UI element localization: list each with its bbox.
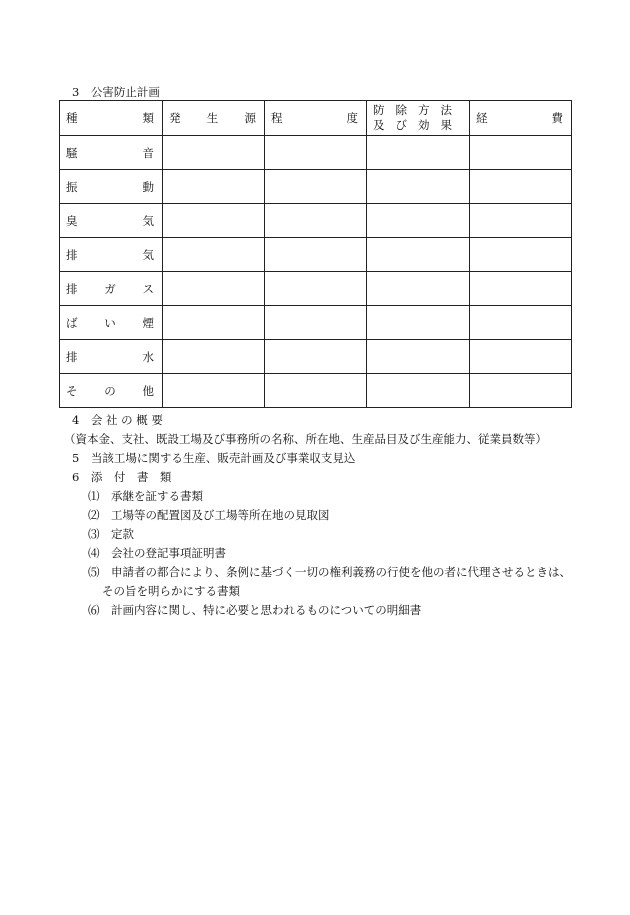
row-label-wastewater: 排 水: [60, 340, 163, 374]
row-label-vibration: 振 動: [60, 170, 163, 204]
attachment-item-1: ⑴ 承継を証する書類: [88, 489, 203, 503]
table-cell: [163, 340, 265, 374]
attachment-item-6: ⑹ 計画内容に関し、特に必要と思われるものについての明細書: [88, 603, 422, 617]
table-cell: [367, 238, 470, 272]
table-cell: [265, 306, 367, 340]
attachment-item-4: ⑷ 会社の登記事項証明書: [88, 546, 226, 560]
table-cell: [265, 170, 367, 204]
section-6-title: 6 添 付 書 類: [72, 470, 172, 484]
table-cell: [367, 340, 470, 374]
table-cell: [367, 374, 470, 408]
table-cell: [470, 374, 572, 408]
table-row: [60, 374, 572, 408]
table-cell: [367, 272, 470, 306]
row-label-exhaust-gas: 排 ガ ス: [60, 272, 163, 306]
row-label-odor: 臭 気: [60, 204, 163, 238]
table-cell: [470, 136, 572, 170]
table-cell: [470, 204, 572, 238]
section-4-title: 4 会 社 の 概 要: [72, 413, 163, 427]
attachment-item-2: ⑵ 工場等の配置図及び工場等所在地の見取図: [88, 508, 330, 522]
table-row: [60, 204, 572, 238]
table-cell: [470, 272, 572, 306]
sections-list: [64, 411, 592, 620]
table-cell: [265, 136, 367, 170]
row-label-exhaust-air: 排 気: [60, 238, 163, 272]
table-cell: [163, 204, 265, 238]
table-cell: [367, 204, 470, 238]
table-cell: [470, 238, 572, 272]
table-row: [60, 306, 572, 340]
table-row: [60, 170, 572, 204]
header-cost: 経 費: [470, 101, 572, 136]
row-label-soot: ば い 煙: [60, 306, 163, 340]
table-cell: [367, 306, 470, 340]
table-cell: [470, 170, 572, 204]
table-cell: [163, 170, 265, 204]
row-label-noise: 騒 音: [60, 136, 163, 170]
table-cell: [470, 340, 572, 374]
table-row: [60, 272, 572, 306]
table-cell: [163, 238, 265, 272]
attachment-item-5: ⑸ 申請者の都合により、条例に基づく一切の権利義務の行使を他の者に代理させるときは、: [88, 565, 571, 579]
table-cell: [265, 272, 367, 306]
header-degree: 程 度: [265, 101, 367, 136]
table-cell: [163, 306, 265, 340]
table-cell: [470, 306, 572, 340]
section-3-title: 3 公害防止計画: [72, 85, 160, 99]
attachment-item-5-continued: その旨を明らかにする書類: [102, 584, 240, 598]
table-cell: [367, 170, 470, 204]
attachment-item-3: ⑶ 定款: [88, 527, 134, 541]
table-cell: [163, 272, 265, 306]
table-cell: [265, 238, 367, 272]
header-method: 防除方法 及び効果: [367, 101, 470, 136]
table-cell: [163, 374, 265, 408]
header-source: 発 生 源: [163, 101, 265, 136]
section-5-title: 5 当該工場に関する生産、販売計画及び事業収支見込: [72, 451, 356, 465]
table-cell: [265, 374, 367, 408]
table-cell: [163, 136, 265, 170]
table-cell: [265, 340, 367, 374]
header-type: 種 類: [60, 101, 163, 136]
table-header-row: [60, 101, 572, 136]
table-row: [60, 136, 572, 170]
table-row: [60, 238, 572, 272]
section-4-note: （資本金、支社、既設工場及び事務所の名称、所在地、生産品目及び生産能力、従業員数等）: [64, 432, 547, 446]
table-cell: [265, 204, 367, 238]
pollution-prevention-table: [59, 100, 572, 408]
row-label-other: そ の 他: [60, 374, 163, 408]
table-cell: [367, 136, 470, 170]
table-row: [60, 340, 572, 374]
